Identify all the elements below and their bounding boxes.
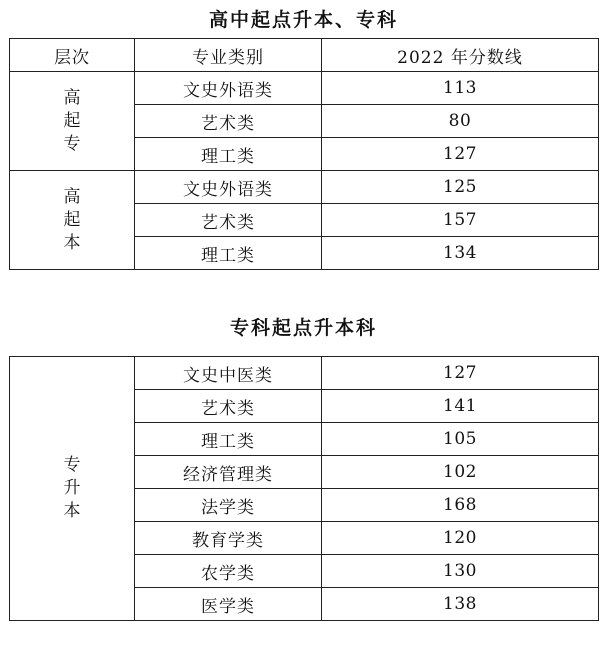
table-row (10, 357, 599, 390)
category-cell: 理工类 (135, 237, 322, 270)
header-level: 层次 (10, 39, 135, 72)
score-cell: 120 (322, 522, 599, 555)
level-label: 高起本 (63, 186, 81, 253)
category-cell: 医学类 (135, 588, 322, 621)
level-cell-gaoqiben (10, 171, 135, 270)
header-score: 2022 年分数线 (322, 39, 599, 72)
score-cell: 127 (322, 138, 599, 171)
score-cell: 168 (322, 489, 599, 522)
score-cell: 113 (322, 72, 599, 105)
section1-title: 高中起点升本、专科 (208, 9, 398, 31)
header-category: 专业类别 (135, 39, 322, 72)
score-cell: 127 (322, 357, 599, 390)
level-label: 专升本 (63, 455, 81, 521)
table-row (10, 171, 599, 204)
score-cell: 80 (322, 105, 599, 138)
category-cell: 艺术类 (135, 105, 322, 138)
category-cell: 理工类 (135, 423, 322, 456)
category-cell: 文史外语类 (135, 171, 322, 204)
score-cell: 130 (322, 555, 599, 588)
score-table-high-school (9, 38, 599, 270)
category-cell: 理工类 (135, 138, 322, 171)
score-cell: 102 (322, 456, 599, 489)
category-cell: 经济管理类 (135, 456, 322, 489)
category-cell: 艺术类 (135, 390, 322, 423)
table-row (10, 72, 599, 105)
category-cell: 文史外语类 (135, 72, 322, 105)
section2-title: 专科起点升本科 (229, 317, 377, 339)
level-cell-gaoqizhuan (10, 72, 135, 171)
level-cell-zhuanshengben (10, 357, 135, 621)
score-cell: 141 (322, 390, 599, 423)
score-cell: 138 (322, 588, 599, 621)
score-cell: 157 (322, 204, 599, 237)
score-cell: 125 (322, 171, 599, 204)
category-cell: 教育学类 (135, 522, 322, 555)
score-table-college (9, 356, 599, 621)
table-header-row (10, 39, 599, 72)
level-label: 高起专 (63, 87, 81, 154)
category-cell: 文史中医类 (135, 357, 322, 390)
category-cell: 农学类 (135, 555, 322, 588)
category-cell: 法学类 (135, 489, 322, 522)
category-cell: 艺术类 (135, 204, 322, 237)
score-cell: 105 (322, 423, 599, 456)
score-cell: 134 (322, 237, 599, 270)
